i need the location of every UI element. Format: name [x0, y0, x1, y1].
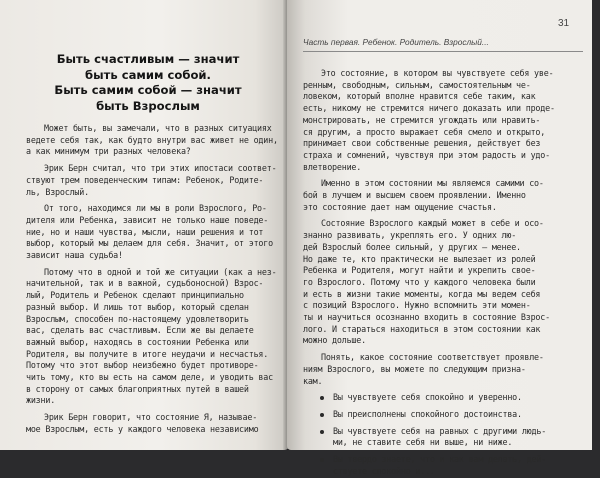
bullet-dot-icon [320, 430, 324, 434]
text-line: знанно развивать, укреплять его. У одних лю- [303, 230, 517, 241]
bullet-item-continuation: ми, не ставите себя ни выше, ни ниже. [333, 437, 513, 448]
bullet-item-continuation: ствуете спокойно и... [333, 465, 435, 476]
text-line: а как минимум три разных человека? [26, 146, 191, 157]
text-line: лый, Родитель и Ребенок сделают принципиально [26, 290, 244, 301]
text-line: Родителя, вы получите в итоге неудачи и несчастья. [26, 348, 269, 359]
text-line: чить тому, кто вы есть на самом деле, и уводить вас [26, 372, 273, 383]
text-line: Эрик Берн говорит, что состояние Я, называе- [44, 412, 258, 423]
text-line: го Взрослого. Потому что у каждого человека были [303, 276, 536, 287]
bullet-item: Вы чувствуете себя на равных с другими людь- [303, 426, 583, 438]
text-line: выбор, который мы делаем для себя. Значит, от этого [26, 238, 273, 249]
chapter-title-line: Быть счастливым — значит [56, 52, 240, 66]
text-line: Может быть, вы замечали, что в разных ситуациях [44, 123, 272, 133]
text-line: ствуют трем поведенческим типам: Ребенок, Родите- [26, 174, 264, 185]
right-page-body [303, 68, 583, 478]
bullet-dot-icon [320, 413, 324, 417]
bullet-item: Вы чувствуете себя спокойно и уверенно. [303, 392, 583, 404]
text-line: можно дольше. [303, 335, 366, 346]
text-line: важный выбор, находясь в состоянии Ребенка или [26, 336, 249, 347]
text-line: есть, никому не стремится ничего доказать или проде- [303, 103, 555, 114]
chapter-title-line: быть Взрослым [96, 98, 200, 113]
text-line: мое Взрослым, есть у каждого человека независимо [26, 423, 259, 434]
left-page-body [26, 123, 284, 436]
text-line: в сторону от самых благоприятных путей в вашей [26, 383, 249, 394]
bullet-item: Вы преисполнены спокойного достоинства. [303, 409, 583, 421]
text-line: это состояние дает нам ощущение счастья. [303, 201, 497, 212]
text-line: Понять, какое состояние соответствует проявле- [321, 352, 544, 363]
text-line: Потому что этот выбор неизбежно будет противоре- [26, 360, 259, 371]
text-line: Потому что в одной и той же ситуации (как а нез- [44, 266, 277, 277]
text-line: и есть в жизни такие моменты, когда мы ведем себя [303, 288, 541, 299]
text-line: разный выбор. И лишь тот выбор, который сделан [26, 301, 249, 312]
text-line: Но даже те, кто практически не вылезает из ролей [303, 253, 536, 264]
text-line: Эрик Берн считал, что три этих ипостаси соответ- [44, 163, 277, 174]
text-line: Именно в этом состоянии мы являемся самими со- [321, 178, 544, 189]
text-line: Взрослым, способен по-настоящему удовлетворить [26, 313, 249, 324]
text-line: ловеком, который вполне нравится себе таким, как [303, 91, 536, 102]
text-line: с позиций Взрослого. Нужно вспомнить эти момен- [303, 300, 531, 311]
bullet-dot-icon [320, 396, 324, 400]
text-line: жизни. [26, 395, 56, 406]
chapter-title [18, 52, 278, 114]
left-page [0, 0, 290, 450]
text-line: ренным, свободным, сильным, самостоятельным че- [303, 79, 531, 90]
text-line: дей Взрослый более сильный, у других — менее. [303, 241, 521, 252]
running-head: Часть первая. Ребенок. Родитель. Взрослый... [303, 37, 583, 52]
text-line: лого. И стараться находиться в этом состоянии как [303, 323, 541, 334]
text-line: страха и сомнений, чувствуя при этом радость и удо- [303, 149, 550, 160]
text-line: зависит наша судьба! [26, 250, 123, 261]
text-line: От того, находимся ли мы в роли Взрослого, Ро- [44, 203, 267, 214]
text-line: ль, Взрослый. [26, 186, 89, 197]
text-line: ниям Взрослого, вы можете по следующим призна- [303, 363, 526, 374]
text-line: принимает свои собственные решения, действует без [303, 138, 541, 149]
text-line: вас, сделать вас счастливым. Если же вы делаете [26, 325, 254, 336]
text-line: влетворение. [303, 161, 362, 172]
chapter-title-line: Быть самим собой — значит [54, 83, 242, 97]
text-line: кам. [303, 375, 323, 386]
text-line: монстрировать, не стремится угождать или нравить- [303, 114, 541, 125]
text-line: начительной, так и в важной, судьбоносной) Взрос- [26, 278, 264, 289]
text-line: бой в лучшем и высшем своем проявлении. Именно [303, 190, 526, 201]
text-line: ведете себя так, как будто внутри вас живет не один, [26, 134, 278, 145]
text-line: ние, но и наши чувства, мысли, наши решения и тот [26, 226, 264, 237]
bullet-item: Вы твердо знаете, что и как вам делать, дей- [303, 454, 583, 466]
text-line: ся другим, а просто выражает себя смело и открыто, [303, 126, 546, 137]
bullet-dot-icon [320, 458, 324, 462]
chapter-title-line: быть самим собой. [85, 67, 211, 82]
page-number: 31 [558, 18, 570, 29]
text-line: Это состояние, в котором вы чувствуете себя уве- [321, 68, 554, 78]
text-line: Ребенка и Родителя, могут найти и укрепить свое- [303, 265, 536, 276]
text-line: ты и научиться осознанно входить в состояние Взрос- [303, 312, 550, 323]
text-line: Состояние Взрослого каждый может в себе и осо- [321, 218, 544, 229]
text-line: дителя или Ребенка, зависит не только наше поведе- [26, 214, 269, 225]
